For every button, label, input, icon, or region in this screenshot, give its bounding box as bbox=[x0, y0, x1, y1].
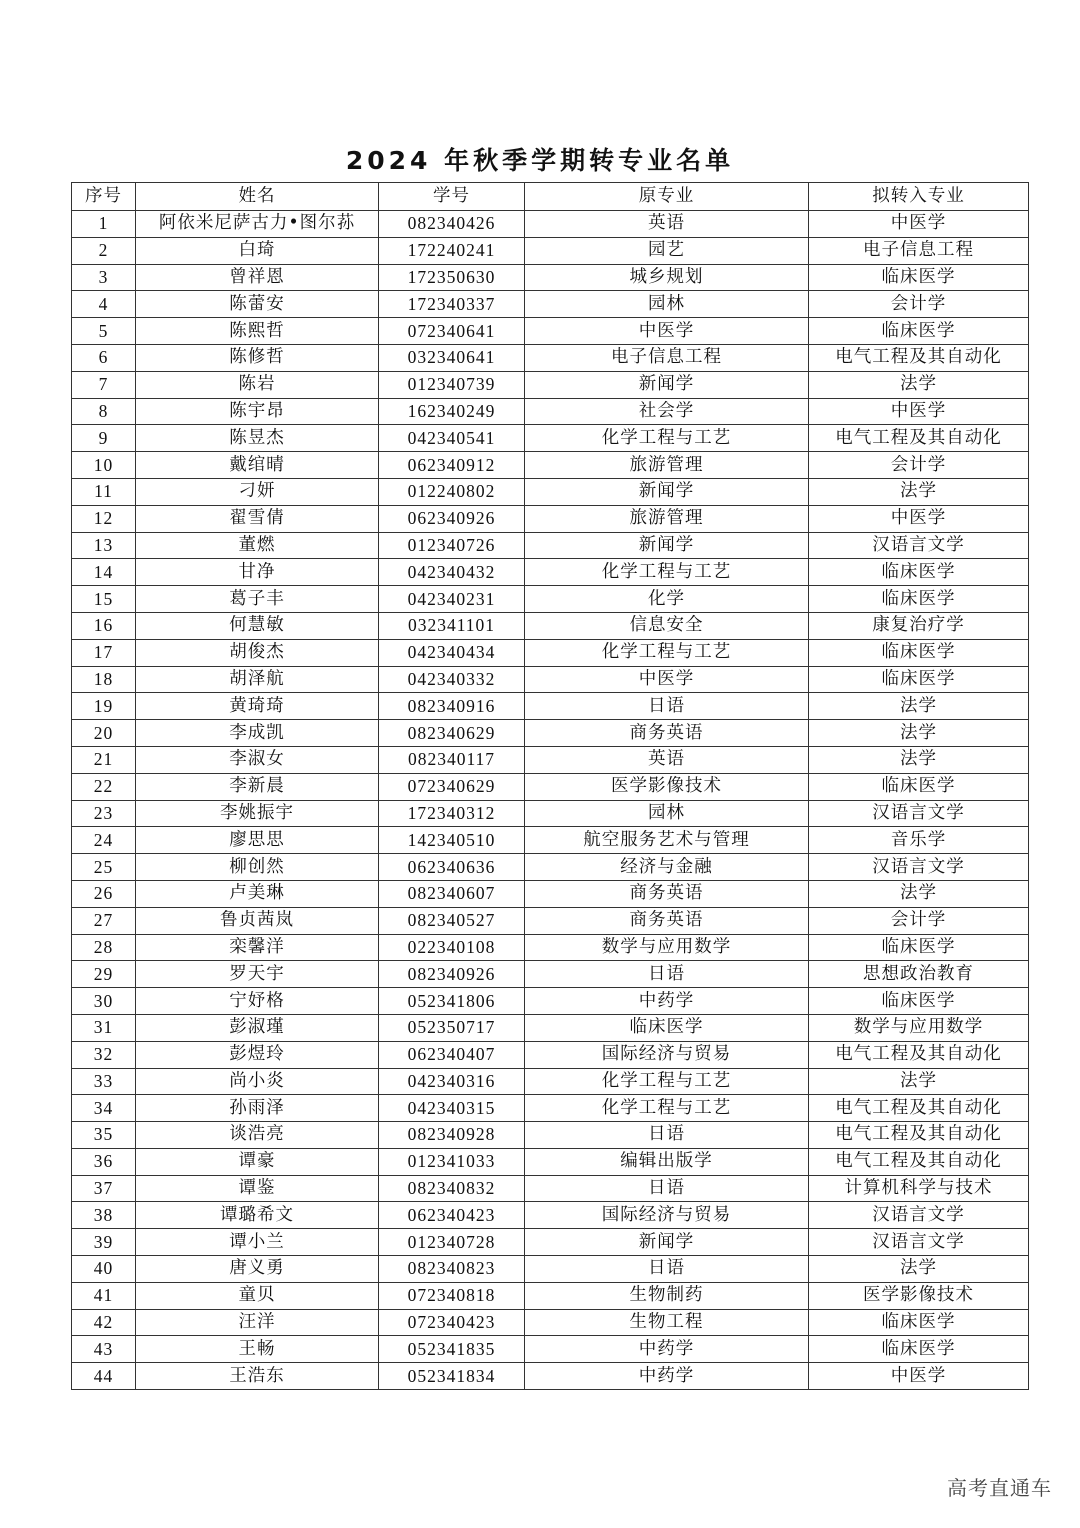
cell-student-id: 082340629 bbox=[379, 720, 525, 747]
table-row bbox=[72, 1363, 1029, 1390]
cell-name: 李新晨 bbox=[136, 773, 379, 800]
cell-original-major: 日语 bbox=[525, 1122, 809, 1149]
watermark-text: 高考直通车 bbox=[947, 1476, 1052, 1500]
cell-student-id: 172240241 bbox=[379, 237, 525, 264]
cell-name: 刁妍 bbox=[136, 478, 379, 505]
cell-name: 葛子丰 bbox=[136, 586, 379, 613]
cell-index: 27 bbox=[72, 907, 136, 934]
cell-name: 童贝 bbox=[136, 1282, 379, 1309]
cell-student-id: 012340739 bbox=[379, 371, 525, 398]
cell-name: 柳创然 bbox=[136, 854, 379, 881]
cell-student-id: 042340332 bbox=[379, 666, 525, 693]
cell-student-id: 052341835 bbox=[379, 1336, 525, 1363]
cell-target-major: 汉语言文学 bbox=[809, 800, 1029, 827]
table-row bbox=[72, 1041, 1029, 1068]
cell-name: 宁妤格 bbox=[136, 988, 379, 1015]
cell-index: 33 bbox=[72, 1068, 136, 1095]
cell-index: 34 bbox=[72, 1095, 136, 1122]
cell-original-major: 中医学 bbox=[525, 318, 809, 345]
cell-student-id: 082340527 bbox=[379, 907, 525, 934]
cell-name: 何慧敏 bbox=[136, 612, 379, 639]
cell-student-id: 052341806 bbox=[379, 988, 525, 1015]
table-row bbox=[72, 880, 1029, 907]
cell-name: 陈宇昂 bbox=[136, 398, 379, 425]
cell-name: 罗天宇 bbox=[136, 961, 379, 988]
cell-index: 42 bbox=[72, 1309, 136, 1336]
cell-name: 卢美琳 bbox=[136, 880, 379, 907]
cell-student-id: 032341101 bbox=[379, 612, 525, 639]
cell-student-id: 082340117 bbox=[379, 746, 525, 773]
cell-student-id: 012340728 bbox=[379, 1229, 525, 1256]
cell-index: 26 bbox=[72, 880, 136, 907]
cell-original-major: 社会学 bbox=[525, 398, 809, 425]
cell-index: 20 bbox=[72, 720, 136, 747]
cell-student-id: 062340636 bbox=[379, 854, 525, 881]
table-row bbox=[72, 693, 1029, 720]
cell-target-major: 临床医学 bbox=[809, 318, 1029, 345]
cell-index: 39 bbox=[72, 1229, 136, 1256]
cell-name: 廖思思 bbox=[136, 827, 379, 854]
cell-index: 12 bbox=[72, 505, 136, 532]
cell-target-major: 会计学 bbox=[809, 907, 1029, 934]
table-row bbox=[72, 1014, 1029, 1041]
cell-student-id: 042340541 bbox=[379, 425, 525, 452]
cell-index: 18 bbox=[72, 666, 136, 693]
cell-index: 36 bbox=[72, 1148, 136, 1175]
cell-target-major: 会计学 bbox=[809, 291, 1029, 318]
cell-original-major: 信息安全 bbox=[525, 612, 809, 639]
cell-original-major: 中药学 bbox=[525, 988, 809, 1015]
cell-index: 8 bbox=[72, 398, 136, 425]
table-row bbox=[72, 586, 1029, 613]
cell-name: 王浩东 bbox=[136, 1363, 379, 1390]
cell-index: 28 bbox=[72, 934, 136, 961]
cell-name: 李姚振宇 bbox=[136, 800, 379, 827]
table-row bbox=[72, 532, 1029, 559]
cell-target-major: 法学 bbox=[809, 880, 1029, 907]
cell-original-major: 编辑出版学 bbox=[525, 1148, 809, 1175]
cell-target-major: 法学 bbox=[809, 693, 1029, 720]
cell-target-major: 汉语言文学 bbox=[809, 532, 1029, 559]
cell-name: 陈昱杰 bbox=[136, 425, 379, 452]
cell-index: 4 bbox=[72, 291, 136, 318]
cell-name: 尚小炎 bbox=[136, 1068, 379, 1095]
table-row bbox=[72, 934, 1029, 961]
cell-original-major: 国际经济与贸易 bbox=[525, 1041, 809, 1068]
cell-index: 9 bbox=[72, 425, 136, 452]
cell-name: 黄琦琦 bbox=[136, 693, 379, 720]
cell-target-major: 电气工程及其自动化 bbox=[809, 1148, 1029, 1175]
cell-index: 41 bbox=[72, 1282, 136, 1309]
cell-index: 22 bbox=[72, 773, 136, 800]
cell-student-id: 062340407 bbox=[379, 1041, 525, 1068]
cell-original-major: 英语 bbox=[525, 211, 809, 238]
cell-name: 谭小兰 bbox=[136, 1229, 379, 1256]
cell-name: 鲁贞茜岚 bbox=[136, 907, 379, 934]
cell-original-major: 新闻学 bbox=[525, 478, 809, 505]
transfer-roster-table bbox=[71, 182, 1029, 1390]
cell-target-major: 法学 bbox=[809, 1256, 1029, 1283]
header-name: 姓名 bbox=[136, 183, 379, 211]
cell-target-major: 临床医学 bbox=[809, 773, 1029, 800]
header-student-id: 学号 bbox=[379, 183, 525, 211]
table-row bbox=[72, 1309, 1029, 1336]
cell-target-major: 中医学 bbox=[809, 505, 1029, 532]
cell-name: 李淑女 bbox=[136, 746, 379, 773]
cell-original-major: 旅游管理 bbox=[525, 452, 809, 479]
cell-index: 25 bbox=[72, 854, 136, 881]
table-row bbox=[72, 612, 1029, 639]
table-row bbox=[72, 639, 1029, 666]
cell-student-id: 052350717 bbox=[379, 1014, 525, 1041]
cell-index: 40 bbox=[72, 1256, 136, 1283]
cell-name: 曾祥恩 bbox=[136, 264, 379, 291]
cell-index: 35 bbox=[72, 1122, 136, 1149]
table-row bbox=[72, 720, 1029, 747]
cell-index: 13 bbox=[72, 532, 136, 559]
cell-name: 汪洋 bbox=[136, 1309, 379, 1336]
cell-student-id: 072340818 bbox=[379, 1282, 525, 1309]
cell-target-major: 电气工程及其自动化 bbox=[809, 1122, 1029, 1149]
cell-name: 李成凯 bbox=[136, 720, 379, 747]
cell-original-major: 商务英语 bbox=[525, 907, 809, 934]
cell-index: 3 bbox=[72, 264, 136, 291]
cell-target-major: 医学影像技术 bbox=[809, 1282, 1029, 1309]
cell-student-id: 062340926 bbox=[379, 505, 525, 532]
cell-student-id: 072340423 bbox=[379, 1309, 525, 1336]
cell-index: 19 bbox=[72, 693, 136, 720]
cell-name: 栾馨洋 bbox=[136, 934, 379, 961]
cell-student-id: 012341033 bbox=[379, 1148, 525, 1175]
table-row bbox=[72, 478, 1029, 505]
cell-index: 37 bbox=[72, 1175, 136, 1202]
cell-target-major: 中医学 bbox=[809, 398, 1029, 425]
cell-original-major: 新闻学 bbox=[525, 1229, 809, 1256]
cell-target-major: 计算机科学与技术 bbox=[809, 1175, 1029, 1202]
cell-target-major: 法学 bbox=[809, 478, 1029, 505]
cell-student-id: 082340926 bbox=[379, 961, 525, 988]
cell-original-major: 园林 bbox=[525, 800, 809, 827]
table-row bbox=[72, 371, 1029, 398]
cell-student-id: 052341834 bbox=[379, 1363, 525, 1390]
cell-target-major: 临床医学 bbox=[809, 559, 1029, 586]
cell-index: 23 bbox=[72, 800, 136, 827]
cell-index: 31 bbox=[72, 1014, 136, 1041]
cell-target-major: 音乐学 bbox=[809, 827, 1029, 854]
cell-target-major: 思想政治教育 bbox=[809, 961, 1029, 988]
cell-target-major: 临床医学 bbox=[809, 1336, 1029, 1363]
cell-original-major: 日语 bbox=[525, 1175, 809, 1202]
cell-original-major: 城乡规划 bbox=[525, 264, 809, 291]
cell-student-id: 032340641 bbox=[379, 344, 525, 371]
cell-index: 1 bbox=[72, 211, 136, 238]
cell-original-major: 商务英语 bbox=[525, 880, 809, 907]
cell-target-major: 会计学 bbox=[809, 452, 1029, 479]
cell-original-major: 化学 bbox=[525, 586, 809, 613]
cell-target-major: 法学 bbox=[809, 720, 1029, 747]
cell-target-major: 电气工程及其自动化 bbox=[809, 425, 1029, 452]
cell-name: 陈修哲 bbox=[136, 344, 379, 371]
table-row bbox=[72, 1202, 1029, 1229]
table-row bbox=[72, 505, 1029, 532]
cell-student-id: 012240802 bbox=[379, 478, 525, 505]
cell-original-major: 中医学 bbox=[525, 666, 809, 693]
cell-name: 陈岩 bbox=[136, 371, 379, 398]
cell-target-major: 汉语言文学 bbox=[809, 1229, 1029, 1256]
cell-student-id: 012340726 bbox=[379, 532, 525, 559]
cell-target-major: 汉语言文学 bbox=[809, 854, 1029, 881]
cell-name: 陈熙哲 bbox=[136, 318, 379, 345]
table-body bbox=[72, 211, 1029, 1390]
cell-name: 甘净 bbox=[136, 559, 379, 586]
cell-name: 翟雪倩 bbox=[136, 505, 379, 532]
cell-name: 胡泽航 bbox=[136, 666, 379, 693]
cell-target-major: 数学与应用数学 bbox=[809, 1014, 1029, 1041]
header-target-major: 拟转入专业 bbox=[809, 183, 1029, 211]
cell-index: 11 bbox=[72, 478, 136, 505]
table-row bbox=[72, 425, 1029, 452]
table-row bbox=[72, 1256, 1029, 1283]
cell-student-id: 082340832 bbox=[379, 1175, 525, 1202]
cell-name: 戴绾晴 bbox=[136, 452, 379, 479]
cell-student-id: 172340337 bbox=[379, 291, 525, 318]
cell-index: 43 bbox=[72, 1336, 136, 1363]
cell-original-major: 旅游管理 bbox=[525, 505, 809, 532]
cell-student-id: 042340316 bbox=[379, 1068, 525, 1095]
cell-index: 24 bbox=[72, 827, 136, 854]
table-row bbox=[72, 264, 1029, 291]
cell-student-id: 042340434 bbox=[379, 639, 525, 666]
cell-target-major: 法学 bbox=[809, 371, 1029, 398]
cell-target-major: 电气工程及其自动化 bbox=[809, 1041, 1029, 1068]
cell-student-id: 082340426 bbox=[379, 211, 525, 238]
cell-target-major: 临床医学 bbox=[809, 666, 1029, 693]
cell-target-major: 临床医学 bbox=[809, 1309, 1029, 1336]
cell-name: 谭豪 bbox=[136, 1148, 379, 1175]
cell-student-id: 042340231 bbox=[379, 586, 525, 613]
cell-original-major: 英语 bbox=[525, 746, 809, 773]
cell-student-id: 042340432 bbox=[379, 559, 525, 586]
cell-target-major: 中医学 bbox=[809, 1363, 1029, 1390]
cell-student-id: 172340312 bbox=[379, 800, 525, 827]
cell-original-major: 化学工程与工艺 bbox=[525, 425, 809, 452]
cell-original-major: 化学工程与工艺 bbox=[525, 1068, 809, 1095]
cell-student-id: 142340510 bbox=[379, 827, 525, 854]
table-row bbox=[72, 1282, 1029, 1309]
cell-original-major: 日语 bbox=[525, 1256, 809, 1283]
cell-index: 5 bbox=[72, 318, 136, 345]
cell-name: 谭鉴 bbox=[136, 1175, 379, 1202]
cell-student-id: 082340928 bbox=[379, 1122, 525, 1149]
cell-name: 唐义勇 bbox=[136, 1256, 379, 1283]
cell-target-major: 汉语言文学 bbox=[809, 1202, 1029, 1229]
cell-index: 15 bbox=[72, 586, 136, 613]
cell-original-major: 园林 bbox=[525, 291, 809, 318]
table-row bbox=[72, 1148, 1029, 1175]
cell-original-major: 中药学 bbox=[525, 1336, 809, 1363]
cell-original-major: 化学工程与工艺 bbox=[525, 1095, 809, 1122]
cell-original-major: 新闻学 bbox=[525, 371, 809, 398]
cell-original-major: 化学工程与工艺 bbox=[525, 559, 809, 586]
cell-target-major: 临床医学 bbox=[809, 988, 1029, 1015]
table-row bbox=[72, 1095, 1029, 1122]
page-title: 2024 年秋季学期转专业名单 bbox=[345, 146, 735, 175]
cell-index: 38 bbox=[72, 1202, 136, 1229]
cell-student-id: 082340823 bbox=[379, 1256, 525, 1283]
cell-original-major: 经济与金融 bbox=[525, 854, 809, 881]
cell-name: 彭煜玲 bbox=[136, 1041, 379, 1068]
table-row bbox=[72, 666, 1029, 693]
header-index: 序号 bbox=[72, 183, 136, 211]
cell-original-major: 航空服务艺术与管理 bbox=[525, 827, 809, 854]
cell-original-major: 国际经济与贸易 bbox=[525, 1202, 809, 1229]
cell-name: 阿依米尼萨古力•图尔荪 bbox=[136, 211, 379, 238]
table-row bbox=[72, 746, 1029, 773]
table-row bbox=[72, 1336, 1029, 1363]
table-row bbox=[72, 800, 1029, 827]
cell-target-major: 康复治疗学 bbox=[809, 612, 1029, 639]
cell-name: 谭璐希文 bbox=[136, 1202, 379, 1229]
cell-index: 44 bbox=[72, 1363, 136, 1390]
cell-name: 谈浩亮 bbox=[136, 1122, 379, 1149]
cell-original-major: 数学与应用数学 bbox=[525, 934, 809, 961]
cell-index: 17 bbox=[72, 639, 136, 666]
cell-original-major: 生物制药 bbox=[525, 1282, 809, 1309]
table-row bbox=[72, 291, 1029, 318]
table-row bbox=[72, 773, 1029, 800]
cell-target-major: 电子信息工程 bbox=[809, 237, 1029, 264]
cell-original-major: 生物工程 bbox=[525, 1309, 809, 1336]
table-row bbox=[72, 961, 1029, 988]
cell-student-id: 072340641 bbox=[379, 318, 525, 345]
cell-target-major: 临床医学 bbox=[809, 934, 1029, 961]
cell-name: 孙雨泽 bbox=[136, 1095, 379, 1122]
table-row bbox=[72, 1122, 1029, 1149]
cell-original-major: 电子信息工程 bbox=[525, 344, 809, 371]
cell-original-major: 化学工程与工艺 bbox=[525, 639, 809, 666]
cell-target-major: 中医学 bbox=[809, 211, 1029, 238]
cell-target-major: 电气工程及其自动化 bbox=[809, 344, 1029, 371]
cell-index: 30 bbox=[72, 988, 136, 1015]
cell-name: 陈蕾安 bbox=[136, 291, 379, 318]
cell-name: 王畅 bbox=[136, 1336, 379, 1363]
cell-original-major: 日语 bbox=[525, 693, 809, 720]
cell-target-major: 临床医学 bbox=[809, 264, 1029, 291]
cell-student-id: 082340607 bbox=[379, 880, 525, 907]
table-row bbox=[72, 1175, 1029, 1202]
cell-index: 32 bbox=[72, 1041, 136, 1068]
table-row bbox=[72, 559, 1029, 586]
cell-index: 6 bbox=[72, 344, 136, 371]
header-original-major: 原专业 bbox=[525, 183, 809, 211]
cell-index: 14 bbox=[72, 559, 136, 586]
cell-original-major: 医学影像技术 bbox=[525, 773, 809, 800]
cell-student-id: 042340315 bbox=[379, 1095, 525, 1122]
cell-index: 16 bbox=[72, 612, 136, 639]
cell-target-major: 法学 bbox=[809, 746, 1029, 773]
table-row bbox=[72, 211, 1029, 238]
cell-index: 29 bbox=[72, 961, 136, 988]
cell-target-major: 法学 bbox=[809, 1068, 1029, 1095]
cell-original-major: 中药学 bbox=[525, 1363, 809, 1390]
table-header-row bbox=[72, 183, 1029, 211]
cell-target-major: 电气工程及其自动化 bbox=[809, 1095, 1029, 1122]
table-row bbox=[72, 988, 1029, 1015]
cell-student-id: 082340916 bbox=[379, 693, 525, 720]
table-row bbox=[72, 854, 1029, 881]
cell-index: 2 bbox=[72, 237, 136, 264]
cell-index: 10 bbox=[72, 452, 136, 479]
cell-target-major: 临床医学 bbox=[809, 586, 1029, 613]
cell-student-id: 162340249 bbox=[379, 398, 525, 425]
table-row bbox=[72, 1068, 1029, 1095]
cell-name: 胡俊杰 bbox=[136, 639, 379, 666]
table-row bbox=[72, 1229, 1029, 1256]
cell-name: 彭淑瑾 bbox=[136, 1014, 379, 1041]
table-row bbox=[72, 318, 1029, 345]
cell-student-id: 172350630 bbox=[379, 264, 525, 291]
table-row bbox=[72, 344, 1029, 371]
cell-original-major: 新闻学 bbox=[525, 532, 809, 559]
cell-original-major: 园艺 bbox=[525, 237, 809, 264]
cell-original-major: 商务英语 bbox=[525, 720, 809, 747]
table-row bbox=[72, 827, 1029, 854]
cell-student-id: 022340108 bbox=[379, 934, 525, 961]
table-row bbox=[72, 237, 1029, 264]
cell-student-id: 062340912 bbox=[379, 452, 525, 479]
table-row bbox=[72, 398, 1029, 425]
cell-index: 21 bbox=[72, 746, 136, 773]
table-row bbox=[72, 907, 1029, 934]
cell-target-major: 临床医学 bbox=[809, 639, 1029, 666]
cell-index: 7 bbox=[72, 371, 136, 398]
cell-name: 董燃 bbox=[136, 532, 379, 559]
cell-original-major: 临床医学 bbox=[525, 1014, 809, 1041]
table-row bbox=[72, 452, 1029, 479]
cell-original-major: 日语 bbox=[525, 961, 809, 988]
cell-student-id: 072340629 bbox=[379, 773, 525, 800]
cell-name: 白琦 bbox=[136, 237, 379, 264]
cell-student-id: 062340423 bbox=[379, 1202, 525, 1229]
